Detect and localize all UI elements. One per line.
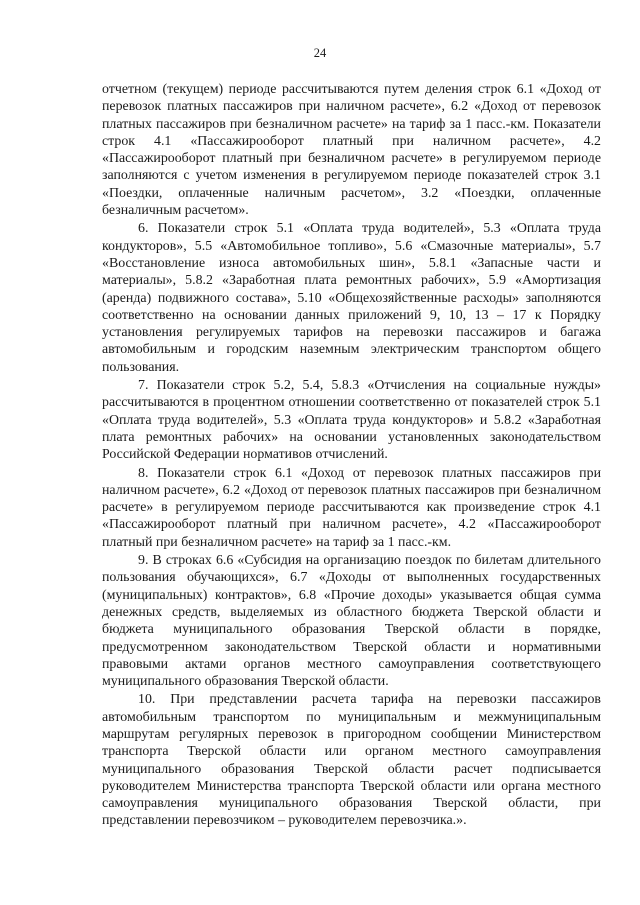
page-number: 24 — [313, 46, 327, 60]
paragraph-item-7: 7. Показатели строк 5.2, 5.4, 5.8.3 «Отчисления на социальные нужды» рассчитываются в процентном отношении соответственно от показателей строк 5.1 «Оплата труда водителей», 5.3 «Оплата труда кондукторов» и 5.8.2 «Заработная плата ремонтных рабочих» на основании установленных законодательством Российской Федерации нормативов отчислений. — [102, 378, 601, 463]
document-body — [102, 81, 601, 830]
paragraph-item-10: 10. При представлении расчета тарифа на перевозки пассажиров автомобильным транспортом по муниципальным и межмуниципальным маршрутам регулярных перевозок в пригородном сообщении Министерством транспорта Тверской области или органом местного самоуправления муниципального образования Тверской области расчет подписывается руководителем Министерства транспорта Тверской области или органа местного самоуправления муниципального образования Тверской области, при представлении перевозчиком – руководителем перевозчика.». — [102, 692, 601, 829]
paragraph-item-9: 9. В строках 6.6 «Субсидия на организацию поездок по билетам длительного пользования обучающихся», 6.7 «Доходы от выполненных государственных (муниципальных) контрактов», 6.8 «Прочие доходы» указывается общая сумма денежных средств, выделяемых из областного бюджета Тверской области и бюджета муниципального образования Тверской области в порядке, предусмотренном законодательством Тверской области и нормативными правовыми актами органов местного самоуправления соответствующего муниципального образования Тверской области. — [102, 553, 601, 690]
paragraph-item-8: 8. Показатели строк 6.1 «Доход от перевозок платных пассажиров при наличном расчете», 6.2 «Доход от перевозок платных пассажиров при безналичном расчете» в регулируемом периоде рассчитываются как произведение строк 4.1 «Пассажирооборот платный при наличном расчете», 4.2 «Пассажирооборот платный при безналичном расчете» на тариф за 1 пасс.-км. — [102, 465, 601, 550]
paragraph-item-6: 6. Показатели строк 5.1 «Оплата труда водителей», 5.3 «Оплата труда кондукторов», 5.5 «Автомобильное топливо», 5.6 «Смазочные материалы», 5.7 «Восстановление износа автомобильных шин», 5.8.1 «Запасные части и материалы», 5.8.2 «Заработная плата ремонтных рабочих», 5.9 «Амортизация (аренда) подвижного состава», 5.10 «Общехозяйственные расходы» заполняются соответственно на основании данных приложений 9, 10, 13 – 17 к Порядку установления регулируемых тарифов на перевозки пассажиров и багажа автомобильным и городским наземным электрическим транспортом общего пользования. — [102, 221, 601, 375]
paragraph-continuation: отчетном (текущем) периоде рассчитываются путем деления строк 6.1 «Доход от перевозок платных пассажиров при наличном расчете», 6.2 «Доход от перевозок платных пассажиров при безналичном расчете» на тариф за 1 пасс.-км. Показатели строк 4.1 «Пассажирооборот платный при наличном расчете», 4.2 «Пассажирооборот платный при безналичном расчете» в регулируемом периоде заполняются с учетом изменения в регулируемом периоде показателей строк 3.1 «Поездки, оплаченные наличным расчетом», 3.2 «Поездки, оплаченные безналичным расчетом». — [102, 82, 601, 219]
